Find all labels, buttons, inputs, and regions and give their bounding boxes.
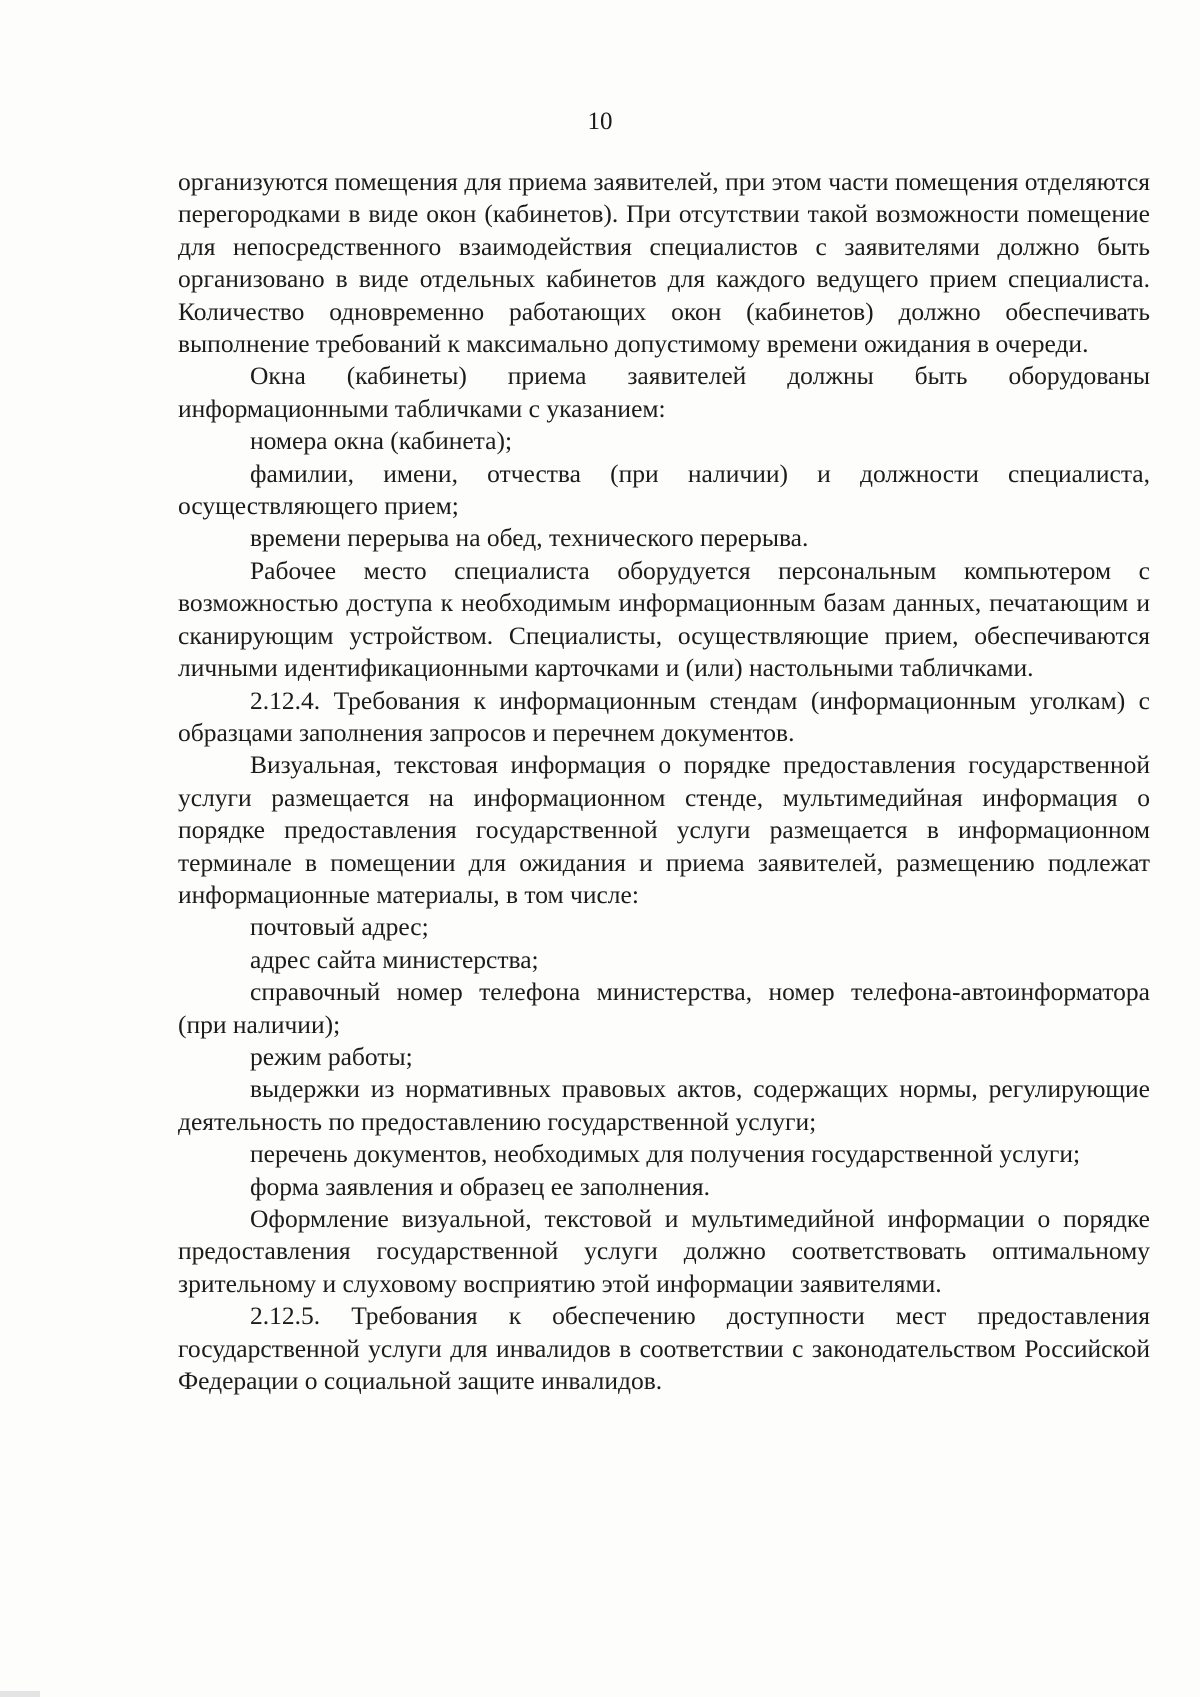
- paragraph-7: 2.12.4. Требования к информационным стендам (информационным уголкам) с образцами заполнения запросов и перечнем документов.: [178, 685, 1150, 747]
- scan-edge-mark: [0, 1691, 40, 1697]
- paragraph-13: выдержки из нормативных правовых актов, содержащих нормы, регулирующие деятельность по предоставлению государственной услуги;: [178, 1074, 1150, 1136]
- paragraph-2: Окна (кабинеты) приема заявителей должны быть оборудованы информационными табличками с указанием:: [178, 361, 1150, 423]
- paragraph-3: номера окна (кабинета);: [250, 426, 513, 456]
- paragraph-17: 2.12.5. Требования к обеспечению доступности мест предоставления государственной услуги для инвалидов в соответствии с законодательством Российской Федерации о социальной защите инвалидов.: [178, 1301, 1150, 1396]
- document-body: [178, 166, 1150, 1397]
- paragraph-12: режим работы;: [250, 1041, 413, 1071]
- paragraph-16: Оформление визуальной, текстовой и мультимедийной информации о порядке предоставления государственной услуги должно соответствовать оптимальному зрительному и слуховому восприятию этой информации заявителями.: [178, 1204, 1150, 1298]
- paragraph-6: Рабочее место специалиста оборудуется персональным компьютером с возможностью доступа к необходимым информационным базам данных, печатающим и сканирующим устройством. Специалисты, осуществляющие прием, обеспечиваются личными идентификационными карточками и (или) настольными табличками.: [178, 555, 1150, 683]
- paragraph-1: организуются помещения для приема заявителей, при этом части помещения отделяются перегородками в виде окон (кабинетов). При отсутствии такой возможности помещение для непосредственного взаимодействия специалистов с заявителями должно быть организовано в виде отдельных кабинетов для каждого ведущего прием специалиста. Количество одновременно работающих окон (кабинетов) должно обеспечивать выполнение требований к максимально допустимому времени ожидания в очереди.: [178, 167, 1150, 359]
- paragraph-14: перечень документов, необходимых для получения государственной услуги;: [250, 1139, 1081, 1169]
- paragraph-15: форма заявления и образец ее заполнения.: [250, 1171, 710, 1201]
- paragraph-8: Визуальная, текстовая информация о порядке предоставления государственной услуги размещается на информационном стенде, мультимедийная информация о порядке предоставления государственной услуги размещается в информационном терминале в помещении для ожидания и приема заявителей, размещению подлежат информационные материалы, в том числе:: [178, 750, 1150, 909]
- paragraph-11: справочный номер телефона министерства, номер телефона-автоинформатора (при наличии);: [178, 977, 1150, 1039]
- paragraph-10: адрес сайта министерства;: [250, 944, 539, 974]
- paragraph-5: времени перерыва на обед, технического перерыва.: [250, 523, 809, 553]
- paragraph-9: почтовый адрес;: [250, 912, 429, 942]
- paragraph-4: фамилии, имени, отчества (при наличии) и должности специалиста, осуществляющего прием;: [178, 458, 1150, 521]
- page-number: 10: [587, 108, 613, 135]
